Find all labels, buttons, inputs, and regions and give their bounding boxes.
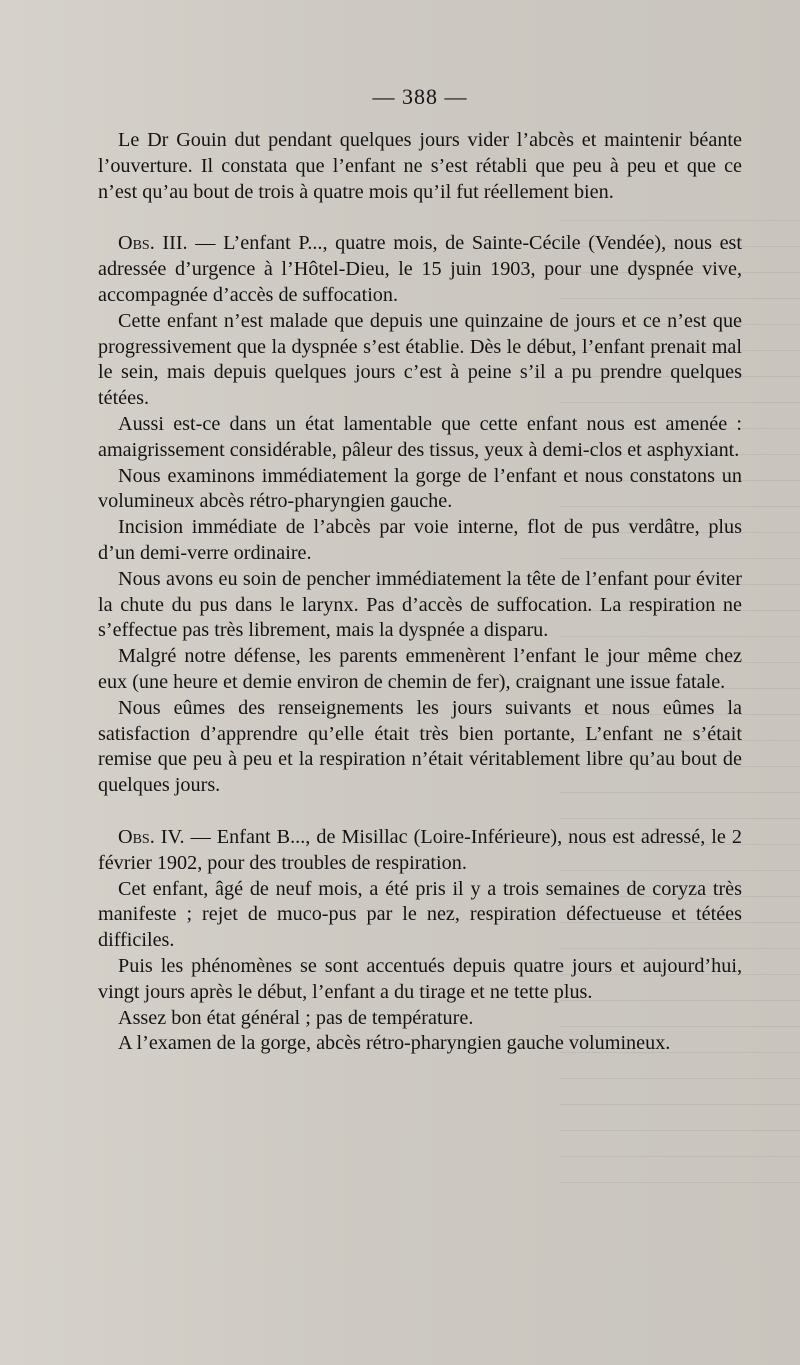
paragraph: Puis les phénomènes se sont accentués depuis quatre jours et aujourd’hui, vingt jours après le début, l’enfant a du tirage et ne tette plus. xyxy=(98,954,742,1003)
paragraph: Nous avons eu soin de pencher immédiatement la tête de l’enfant pour éviter la chute du pus dans le larynx. Pas d’accès de suffocation. La respiration ne s’effectue pas très librement, mais la dyspnée a disparu. xyxy=(98,567,742,642)
page-number: — 388 — xyxy=(372,84,468,109)
body-text xyxy=(98,128,742,1057)
paragraph: Aussi est-ce dans un état lamentable que cette enfant nous est amenée : amaigrissement considérable, pâleur des tissus, yeux à demi-clos et asphyxiant. xyxy=(98,412,742,461)
paragraph-gouin: Le Dr Gouin dut pendant quelques jours vider l’abcès et maintenir béante l’ouverture. Il constata que l’enfant ne s’est rétabli que peu à peu et que ce n’est qu’au bout de trois à quatre mois qu’il fut réellement bien. xyxy=(98,129,742,203)
paragraph: Cette enfant n’est malade que depuis une quinzaine de jours et ce n’est que progressivement que la dyspnée s’est établie. Dès le début, l’enfant prenait mal le sein, mais depuis quelques jours c’est à peine s’il a pu prendre quelques tétées. xyxy=(98,309,742,410)
observation-iv-heading-paragraph: Obs. IV. — Enfant B..., de Misillac (Loire-Inférieure), nous est adressé, le 2 février 1902, pour des troubles de respiration. xyxy=(98,825,743,874)
observation-label: Obs. III. xyxy=(118,232,188,255)
paragraph: Cet enfant, âgé de neuf mois, a été pris il y a trois semaines de coryza très manifeste ; rejet de muco-pus par le nez, respiration défectueuse et tétées difficiles. xyxy=(98,877,742,952)
paragraph: Assez bon état général ; pas de température. xyxy=(118,1006,474,1029)
paragraph: Incision immédiate de l’abcès par voie interne, flot de pus verdâtre, plus d’un demi-verre ordinaire. xyxy=(98,516,742,564)
paragraph: Nous examinons immédiatement la gorge de l’enfant et nous constatons un volumineux abcès rétro-pharyngien gauche. xyxy=(98,464,742,513)
observation-label: Obs. IV. xyxy=(118,825,185,848)
paragraph: Nous eûmes des renseignements les jours suivants et nous eûmes la satisfaction d’apprendre qu’elle était très bien portante, L’enfant ne s’était remise que peu à peu et la respiration n’était véritablement libre qu’au bout de quelques jours. xyxy=(98,696,742,797)
observation-iii-heading-paragraph: Obs. III. — L’enfant P..., quatre mois, de Sainte-Cécile (Vendée), nous est adressée d’urgence à l’Hôtel-Dieu, le 15 juin 1903, pour une dyspnée vive, accompagnée d’accès de suffocation. xyxy=(98,232,742,306)
paragraph: A l’examen de la gorge, abcès rétro-pharyngien gauche volumineux. xyxy=(118,1032,671,1055)
paragraph: Malgré notre défense, les parents emmenèrent l’enfant le jour même chez eux (une heure et demie environ de chemin de fer), craignant une issue fatale. xyxy=(98,645,742,693)
